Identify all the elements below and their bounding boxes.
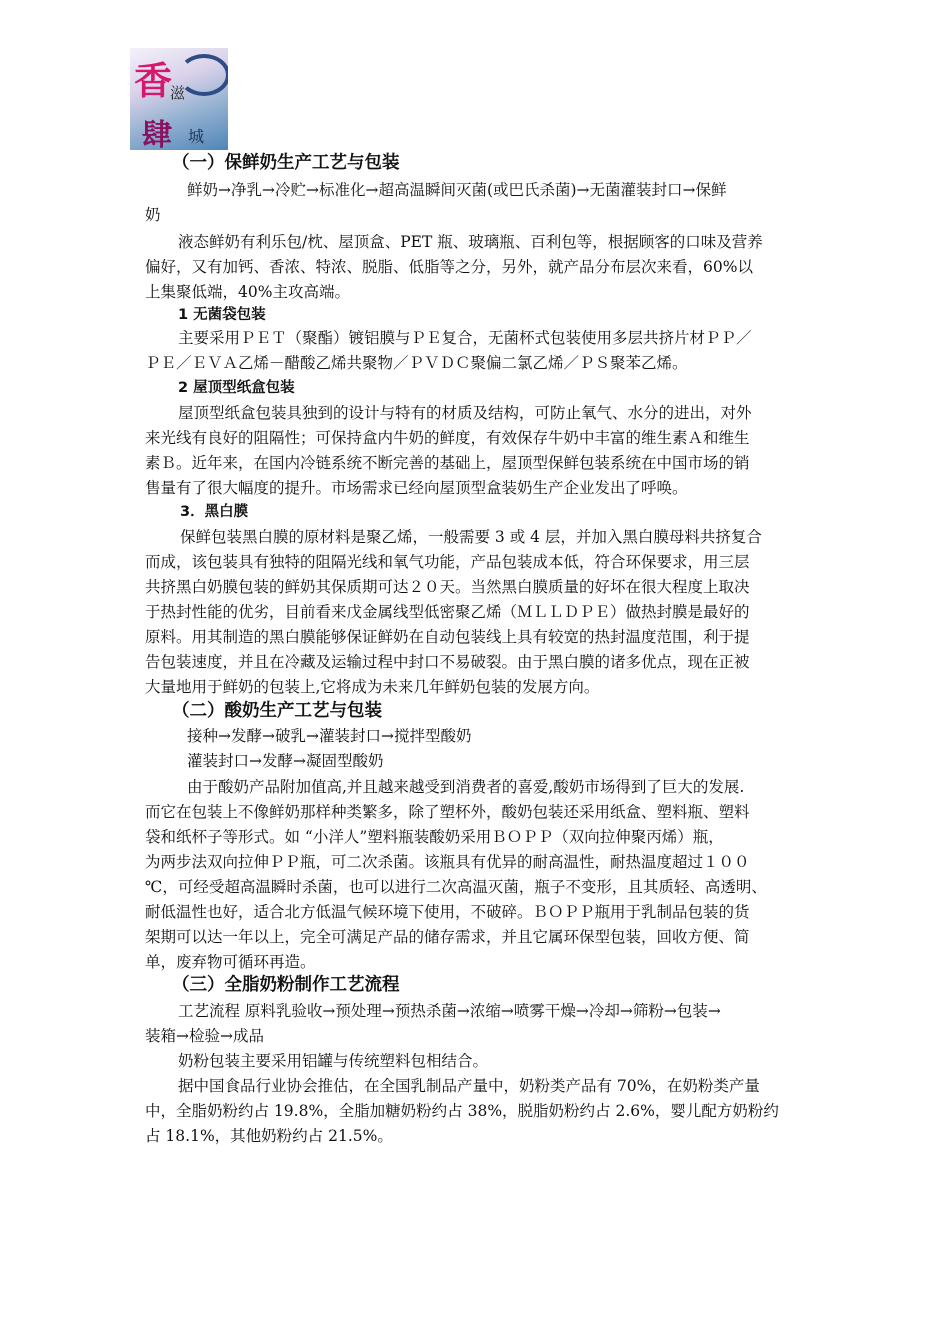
paragraph-line: 素Ｂ。近年来，在国内冷链系统不断完善的基础上，屋顶型保鲜包装系统在中国市场的销 (145, 454, 750, 472)
paragraph-line: 中，全脂奶粉约占 19.8%，全脂加糖奶粉约占 38%，脱脂奶粉约占 2.6%，婴儿配方奶粉约 (145, 1102, 779, 1120)
paragraph-line: 奶粉包装主要采用铝罐与传统塑料包相结合。 (178, 1052, 489, 1070)
paragraph-line: 单，废弃物可循环再造。 (145, 953, 316, 971)
process-flow: 装箱→检验→成品 (145, 1027, 264, 1045)
process-flow: 接种→发酵→破乳→灌装封口→搅拌型酸奶 (187, 727, 472, 745)
paragraph-line: 由于酸奶产品附加值高,并且越来越受到消费者的喜爱,酸奶市场得到了巨大的发展. (187, 778, 745, 796)
paragraph-line: 上集聚低端，40%主攻高端。 (145, 283, 350, 301)
paragraph-line: ＰＥ／ＥＶＡ乙烯－醋酸乙烯共聚物／ＰＶＤＣ聚偏二氯乙烯／ＰＳ聚苯乙烯。 (145, 354, 688, 372)
swirl-decoration (178, 54, 228, 96)
paragraph-line: 大量地用于鲜奶的包装上,它将成为未来几年鲜奶包装的发展方向。 (145, 678, 600, 696)
process-flow: 鲜奶→净乳→冷贮→标准化→超高温瞬间灭菌(或巴氏杀菌)→无菌灌装封口→保鲜 (187, 181, 727, 199)
subsection-title: 2 屋顶型纸盒包装 (178, 380, 295, 396)
paragraph-line: 液态鲜奶有利乐包/枕、屋顶盒、PET 瓶、玻璃瓶、百利包等，根据顾客的口味及营养 (178, 233, 763, 251)
paragraph-line: 架期可以达一年以上，完全可满足产品的储存需求，并且它属环保型包装，回收方便、简 (145, 928, 750, 946)
paragraph-line: 屋顶型纸盒包装具独到的设计与特有的材质及结构，可防止氧气、水分的进出，对外 (178, 404, 752, 422)
paragraph-line: 来光线有良好的阻隔性；可保持盒内牛奶的鲜度，有效保存牛奶中丰富的维生素Ａ和维生 (145, 429, 750, 447)
paragraph-line: 占 18.1%，其他奶粉约占 21.5%。 (145, 1127, 393, 1145)
subsection-title: 1 无菌袋包装 (178, 307, 266, 323)
section-title: （三）全脂奶粉制作工艺流程 (172, 975, 400, 995)
logo-char: 城 (188, 127, 205, 146)
process-flow: 灌装封口→发酵→凝固型酸奶 (187, 752, 384, 770)
paragraph-line: 于热封性能的优劣，目前看来戊金属线型低密聚乙烯（ＭＬＬＤＰＥ）做热封膜是最好的 (145, 603, 750, 621)
paragraph-line: 偏好，又有加钙、香浓、特浓、脱脂、低脂等之分，另外，就产品分布层次来看，60%以 (145, 258, 753, 276)
logo-char: 滋 (170, 84, 186, 102)
paragraph-line: ℃，可经受超高温瞬时杀菌，也可以进行二次高温灭菌，瓶子不变形，且其质轻、高透明、 (145, 878, 767, 896)
section-title: （二）酸奶生产工艺与包装 (172, 701, 382, 721)
process-flow: 工艺流程 原料乳验收→预处理→预热杀菌→浓缩→喷雾干燥→冷却→筛粉→包装→ (178, 1002, 721, 1020)
paragraph-line: 售量有了很大幅度的提升。市场需求已经向屋顶型盒装奶生产企业发出了呼唤。 (145, 479, 688, 497)
process-flow: 奶 (145, 206, 161, 224)
logo-image (130, 48, 228, 150)
section-title: （一）保鲜奶生产工艺与包装 (172, 153, 400, 173)
paragraph-line: 据中国食品行业协会推估，在全国乳制品产量中，奶粉类产品有 70%，在奶粉类产量 (178, 1077, 760, 1095)
paragraph-line: 而成，该包装具有独特的阻隔光线和氧气功能，产品包装成本低，符合环保要求，用三层 (145, 553, 750, 571)
paragraph-line: 共挤黑白奶膜包装的鲜奶其保质期可达２０天。当然黑白膜质量的好坏在很大程度上取决 (145, 578, 750, 596)
paragraph-line: 原料。用其制造的黑白膜能够保证鲜奶在自动包装线上具有较宽的热封温度范围，利于提 (145, 628, 750, 646)
paragraph-line: 而它在包装上不像鲜奶那样种类繁多，除了塑杯外，酸奶包装还采用纸盒、塑料瓶、塑料 (145, 803, 750, 821)
paragraph-line: 袋和纸杯子等形式。如 “小洋人”塑料瓶装酸奶采用ＢＯＰＰ（双向拉伸聚丙烯）瓶， (145, 828, 724, 846)
paragraph-line: 主要采用ＰＥＴ（聚酯）镀铝膜与ＰＥ复合，无菌杯式包装使用多层共挤片材ＰＰ／ (178, 329, 752, 347)
subsection-title: 3．黑白膜 (180, 504, 249, 520)
paragraph-line: 保鲜包装黑白膜的原材料是聚乙烯，一般需要 3 或 4 层，并加入黑白膜母料共挤复合 (180, 528, 762, 546)
paragraph-line: 告包装速度，并且在冷藏及运输过程中封口不易破裂。由于黑白膜的诸多优点，现在正被 (145, 653, 750, 671)
logo-char: 肆 (142, 118, 172, 150)
paragraph-line: 耐低温性也好，适合北方低温气候环境下使用，不破碎。ＢＯＰＰ瓶用于乳制品包装的货 (145, 903, 750, 921)
logo-char: 香 (134, 58, 173, 103)
paragraph-line: 为两步法双向拉伸ＰＰ瓶，可二次杀菌。该瓶具有优异的耐高温性，耐热温度超过１００ (145, 853, 750, 871)
